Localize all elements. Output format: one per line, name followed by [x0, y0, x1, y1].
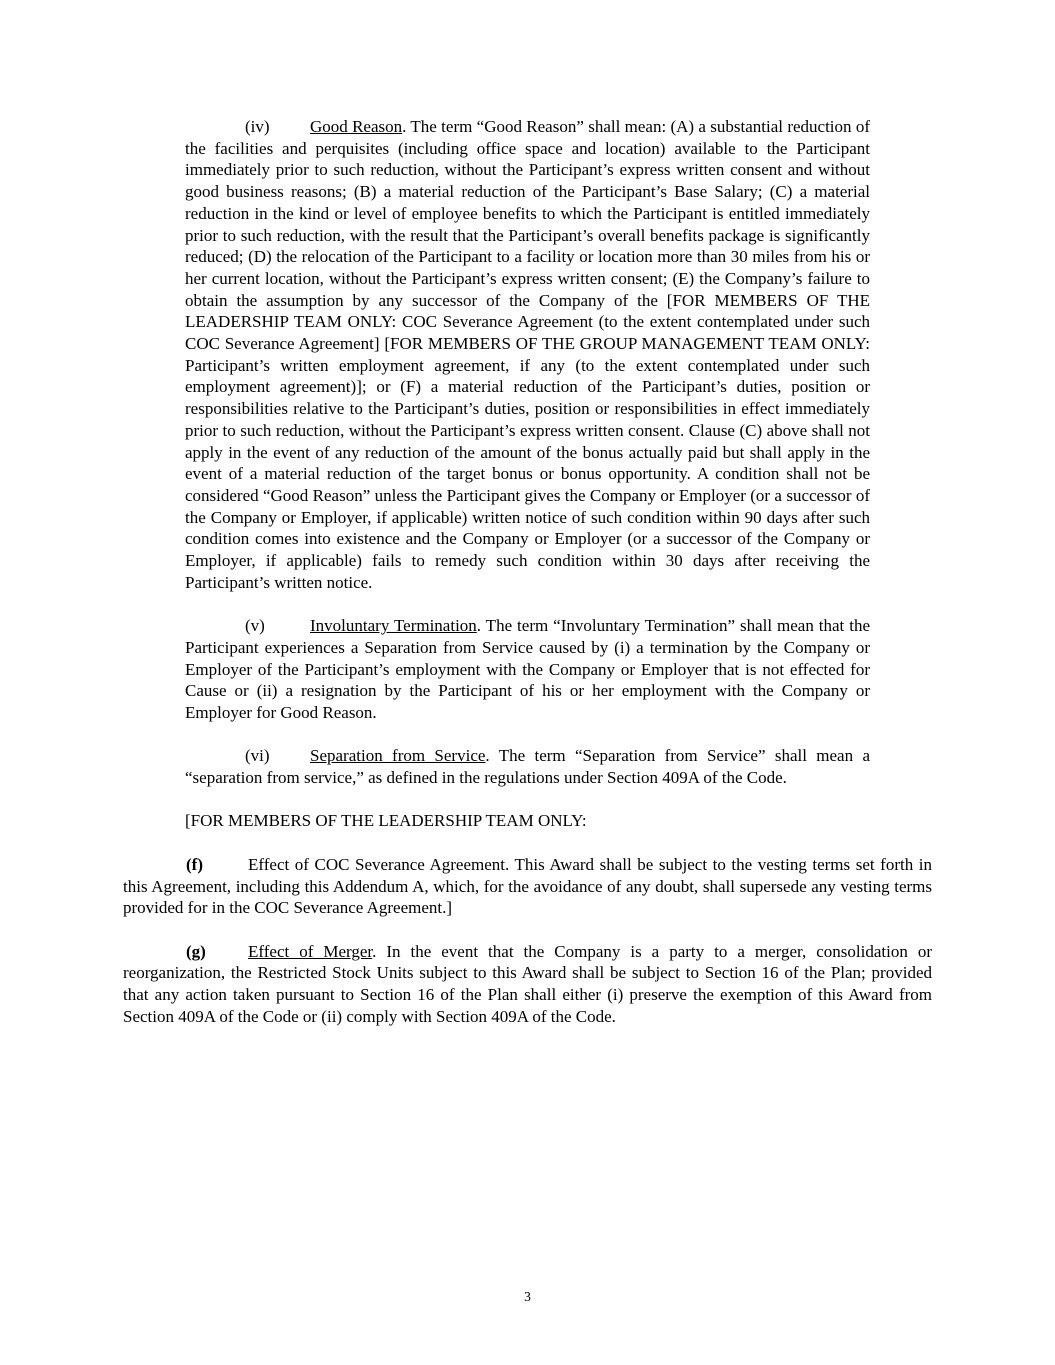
paragraph-g-label: (g) — [186, 941, 206, 961]
paragraph-f-label: (f) — [186, 854, 203, 874]
paragraph-iv-text: . The term “Good Reason” shall mean: (A) a substantial reduction of the facilities and perquisites (including office space and location) available to the Participant immediately prior to such reduction, without the Participant’s express written consent and without good business reasons; (B) a material reduction of the Participant’s Base Salary; (C) a material reduction in the kind or level of employee benefits to which the Participant is entitled immediately prior to such reduction, with the result that the Participant’s overall benefits package is significantly reduced; (D) the relocation of the Participant to a facility or location more than 30 miles from his or her current location, without the Participant’s express written consent; (E) the Company’s failure to obtain the assumption by any successor of the Company of the [FOR MEMBERS OF THE LEADERSHIP TEAM ONLY: COC Severance Agreement (to the extent contemplated under such COC Severance Agreement] [FOR MEMBERS OF THE GROUP MANAGEMENT TEAM ONLY: Participant’s written employment agreement, if any (to the extent contemplated under such employment agreement)]; or (F) a material reduction of the Participant’s duties, position or responsibilities relative to the Participant’s duties, position or responsibilities in effect immediately prior to such reduction, without the Participant’s express written consent. Clause (C) above shall not apply in the event of any reduction of the amount of the bonus actually paid but shall apply in the event of a material reduction of the target bonus or bonus opportunity. A condition shall not be considered “Good Reason” unless the Participant gives the Company or Employer (or a successor of the Company or Employer, if applicable) written notice of such condition within 90 days after such condition comes into existence and the Company or Employer (or a successor of the Company or Employer, if applicable) fails to remedy such condition within 30 days after receiving the Participant’s written notice. — [185, 117, 870, 592]
paragraph-iv — [185, 116, 870, 593]
paragraph-g-text: . In the event that the Company is a party to a merger, consolidation or reorganization, the Restricted Stock Units subject to this Award shall be subject to Section 16 of the Plan; provided that any action taken pursuant to Section 16 of the Plan shall either (i) preserve the exemption of this Award from Section 409A of the Code or (ii) comply with Section 409A of the Code. — [123, 941, 932, 1026]
paragraph-f-heading: Effect of COC Severance Agreement. — [248, 854, 510, 874]
paragraph-g-heading: Effect of Merger — [248, 941, 373, 961]
paragraph-v-heading: Involuntary Termination — [310, 616, 477, 636]
paragraph-v-text: . The term “Involuntary Termination” shall mean that the Participant experiences a Separation from Service caused by (i) a termination by the Company or Employer of the Participant’s employment with the Company or Employer that is not effected for Cause or (ii) a resignation by the Participant of his or her employment with the Company or Employer for Good Reason. — [185, 616, 870, 722]
paragraph-vi — [185, 745, 870, 788]
paragraph-iv-heading: Good Reason — [310, 117, 403, 136]
paragraph-vi-text: . The term “Separation from Service” shall mean a “separation from service,” as defined in the regulations under Section 409A of the Code. — [185, 746, 870, 788]
paragraph-v — [185, 615, 870, 724]
paragraph-vi-label: (vi) — [245, 746, 270, 766]
paragraph-vi-heading: Separation from Service — [310, 746, 486, 766]
document-body — [123, 116, 932, 1049]
leadership-team-note: [FOR MEMBERS OF THE LEADERSHIP TEAM ONLY: — [185, 811, 587, 831]
paragraph-g — [123, 941, 932, 1028]
paragraph-iv-label: (iv) — [245, 117, 270, 136]
page-number: 3 — [524, 1289, 531, 1304]
paragraph-f — [123, 854, 932, 919]
paragraph-v-label: (v) — [245, 616, 265, 636]
paragraph-f-text: This Award shall be subject to the vesting terms set forth in this Agreement, including this Addendum A, which, for the avoidance of any doubt, shall supersede any vesting terms provided for in the COC Severance Agreement.] — [123, 854, 932, 918]
